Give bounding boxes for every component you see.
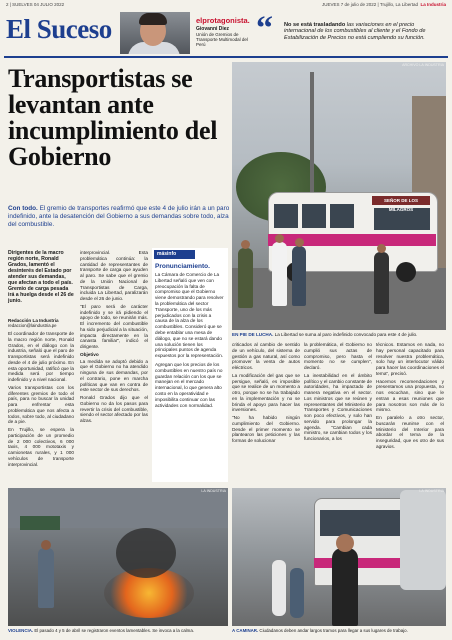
bus-destination-sign: SEÑOR DE LOS MILAGROS [372, 196, 430, 205]
page-folio: 2 | SUELVES 04 JULIO 2022 [6, 2, 65, 7]
page-date: JUEVES 7 de julio de 2022 | Trujillo, La Libertad La Industria [321, 2, 446, 7]
body-column-5: técnicos. Estamos en nada, no hay personal capacitado para resolver nuestra problemática, solo hay un interlocutor válido para hacer las coordinaciones el tema", precisó. Hacemos recomendaciones y presentamos una propuesta, no nos escuchan, sino que le entran a esas reuniones que para nosotros son más de lo mismo. En paralelo a otro sector, buscarán reunirse con el Ministerio del Interior para abordar el tema de la inseguridad, que es otro de sus agravios. [376, 342, 444, 449]
body-column-2: interprovincial. Esta problemática continúa: la cantidad de representantes de transporte de carga que ayuden al paro. Se sabe que el gremio de la Unión Nacional de Transportistas de Carga, incluida La Libertad, paralizarán desde el 26 de junio. "El paro será de carácter indefinido y se irá pidiendo el apoyo de todo, se reunirán más. El incremento del combustible ha sido perjudicial a la situación, impacta directamente en la canasta familiar", indicó el dirigente. Objetivo La medida se adoptó debido a que el Gobierno no ha atendido ninguna de sus demandas, por el contrario, pone en marcha políticas que van en contra de este sector de sus derechos. Ronald Grados dijo que el Gobierno no da los pasos para revertir la crisis del combustible, siendo el sector afectado por las alzas. [80, 250, 148, 423]
photo-left-credit: LA INDUSTRIA [201, 489, 226, 493]
article-headline: Transportistas se levantan ante incumplimiento del Gobierno [8, 64, 218, 171]
photo-right-credit: LA INDUSTRIA [419, 489, 444, 493]
info-box [152, 248, 228, 482]
hero-photo-bus [232, 62, 446, 330]
article-summary: Dirigentes de la macro región norte, Ronald Grados, lamentó el desinterés del Estado por atender sus demandas, que afectan a todo el país. Gremio de carga pesada irá a huelga desde el 26 de junio. [8, 250, 74, 304]
photo-walking [232, 488, 446, 626]
body-column-3: criticados al cambio de sentido de un vehículo, del sistema de gestión a gas natural, así como promover la venta de autos eléctricos. La modificación del gas que se persigue, señaló, es imposible que se realice de un momento a otro, porque no se ha trabajado en la implementación y no se brinda el apoyo para hacer las inversiones. "No ha habido ningún cumplimiento del Gobierno. Desde el primer momento se plantearon las peticiones y las formas de solucionar [232, 342, 300, 443]
protagonist-role: Unión de Gremios de Transporte Multimodal del Perú [196, 32, 248, 47]
body-column-1: El coordinador de transporte de la macro región norte, Ronald Grados, en el diálogo con la industria, señaló que el paro de transportistas será indefinido desde el 4 de julio próximo. En esta oportunidad, ratificó que la medida será por tiempo indefinido y a nivel nacional. Varios transportistas con los diferentes gremios de todo el país, para no buscar la unidad para enfrentar esta problemática que nos afecta a todos, sobre todo, al ciudadano de a pie. En Trujillo, se espera la participación de un promedio de 2 000 colectivos, 6 000 taxis, 4 000 mototaxis y camionetas rurales, y 1 000 vehículos de transporte interprovincial. [8, 331, 74, 467]
protagonist-tag: elprotagonista. [196, 16, 250, 25]
article-byline: Redacción La Industria redaccion@laindustria.pe [8, 318, 59, 328]
quote-mark-icon: “ [256, 10, 273, 47]
protagonist-portrait [120, 12, 190, 54]
info-box-logo: másinfo [154, 250, 195, 259]
body-column-4: la problemática, el Gobierno no cumplió sus actas de compromiso, pero hasta el momento no se cumplen", declaró. La inestabilidad en el ámbito político y el cambio constante de autoridades, ha impactado de manera negativa en el sector. Los ministros que se reúnen y representantes del Ministerio de Transportes y Comunicaciones son poco efectivos, y solo han servido para prolongar la agenda. "Cambian cada ministro, se cambian todos y los funcionarios, a los [304, 342, 372, 441]
subhead-objetivo: Objetivo [80, 351, 99, 357]
photo-violence [8, 488, 228, 626]
photo-left-caption: VIOLENCIA. El pasado 4 y 5 de abril se registraron eventos lamentables. Se invoca a la calma. [8, 628, 194, 633]
info-box-title: Pronunciamiento. [155, 263, 210, 270]
masthead-brand: La Industria [420, 2, 446, 7]
protagonist-quote: No se está trasladando las variaciones en el precio internacional de los combustibles al cliente y el Fondo de Estabilización de Precios no está cumpliendo su función. [284, 22, 426, 41]
section-title: El Suceso [6, 14, 112, 44]
protagonist-block [196, 16, 256, 47]
section-header [4, 12, 448, 58]
protagonist-name: Giovanni Diez [196, 26, 230, 32]
page-topline [6, 2, 446, 9]
photo-right-caption: A CAMINAR. Ciudadanos deben andar largos tramos para llegar a sus lugares de trabajo. [232, 628, 408, 633]
hero-photo-credit: ARCHIVO LA INDUSTRIA [402, 63, 444, 67]
info-box-text: La Cámara de Comercio de La Libertad señaló que ven con preocupación la falta de compromiso que el Gobierno viene demostrando para resolver la problemática del sector Transporte, uno de los más perjudicados con la crisis a causa de la alza de los combustibles. Consideró que se debe entablar una mesa de diálogo, que no se estará dando una solución tienen los principales puntos de agenda expuestos por la representación. Agregan que los precios de los combustibles en nuestro país no guardan relación con los que se manejan en el mercado internacional, lo que genera alto costo en la operatividad e imposibilita continuar con las actividades con normalidad. [155, 272, 224, 408]
article-lede: Con todo. El gremio de transportes reafirmó que este 4 de julio irán a un paro indefinido, ante la desatención del Gobierno a sus demandas sobre todo, alza del combustible. [8, 205, 230, 228]
hero-photo-caption: EN PIE DE LUCHA. La Libertad se suma al paro indefinido convocado para este 4 de julio. [232, 332, 418, 337]
